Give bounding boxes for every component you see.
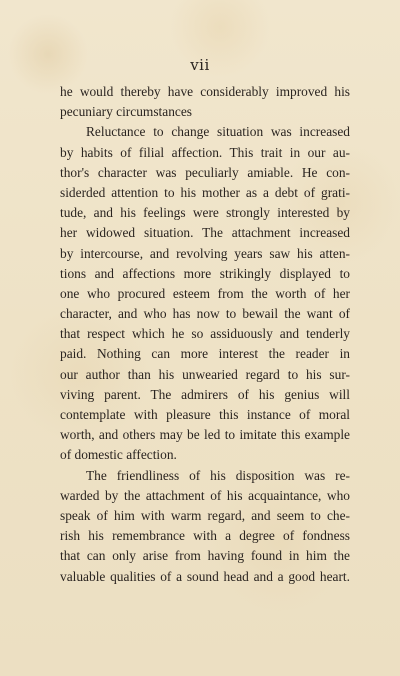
body-text [60,82,350,587]
text-line: by intercourse, and revolving years saw his atten- [60,245,350,261]
text-line: thor's character was peculiarly amiable. He con- [60,164,350,180]
text-line: tude, and his feelings were strongly interested by [60,205,350,221]
text-line: siderded attention to his mother as a debt of grati- [60,184,350,200]
text-line: he would thereby have considerably improved his [60,84,350,99]
text-line: character, and who has now to bewail the want of [60,306,350,322]
text-line: rish his remembrance with a degree of fondness [60,528,350,544]
text-line: Reluctance to change situation was increased [86,124,350,140]
text-line: paid. Nothing can more interest the reader in [60,346,350,362]
text-line: worth, and others may be led to imitate this example [60,427,350,443]
text-line: viving parent. The admirers of his genius will [60,386,350,402]
text-line: valuable qualities of a sound head and a good heart. [60,568,350,584]
text-line: speak of him with warm regard, and seem to che- [60,507,350,523]
text-line: contemplate with pleasure this instance of moral [60,407,350,422]
text-line: by habits of filial affection. This trait in our au- [60,144,350,160]
text-line: warded by the attachment of his acquaintance, who [60,487,350,503]
page-number: vii [190,56,210,74]
text-line: tions and affections more strikingly displayed to [60,265,350,281]
text-line: our author than his unwearied regard to his sur- [60,366,350,382]
text-line: of domestic affection. [60,447,177,463]
text-line: pecuniary circumstances [60,104,192,120]
text-line: one who procured esteem from the worth of her [60,285,350,301]
text-line: that respect which he so assiduously and tenderly [60,326,350,342]
text-line: The friendliness of his disposition was re- [86,467,350,483]
text-line: her widowed situation. The attachment increased [60,225,350,241]
text-line: that can only arise from having found in him the [60,548,350,564]
